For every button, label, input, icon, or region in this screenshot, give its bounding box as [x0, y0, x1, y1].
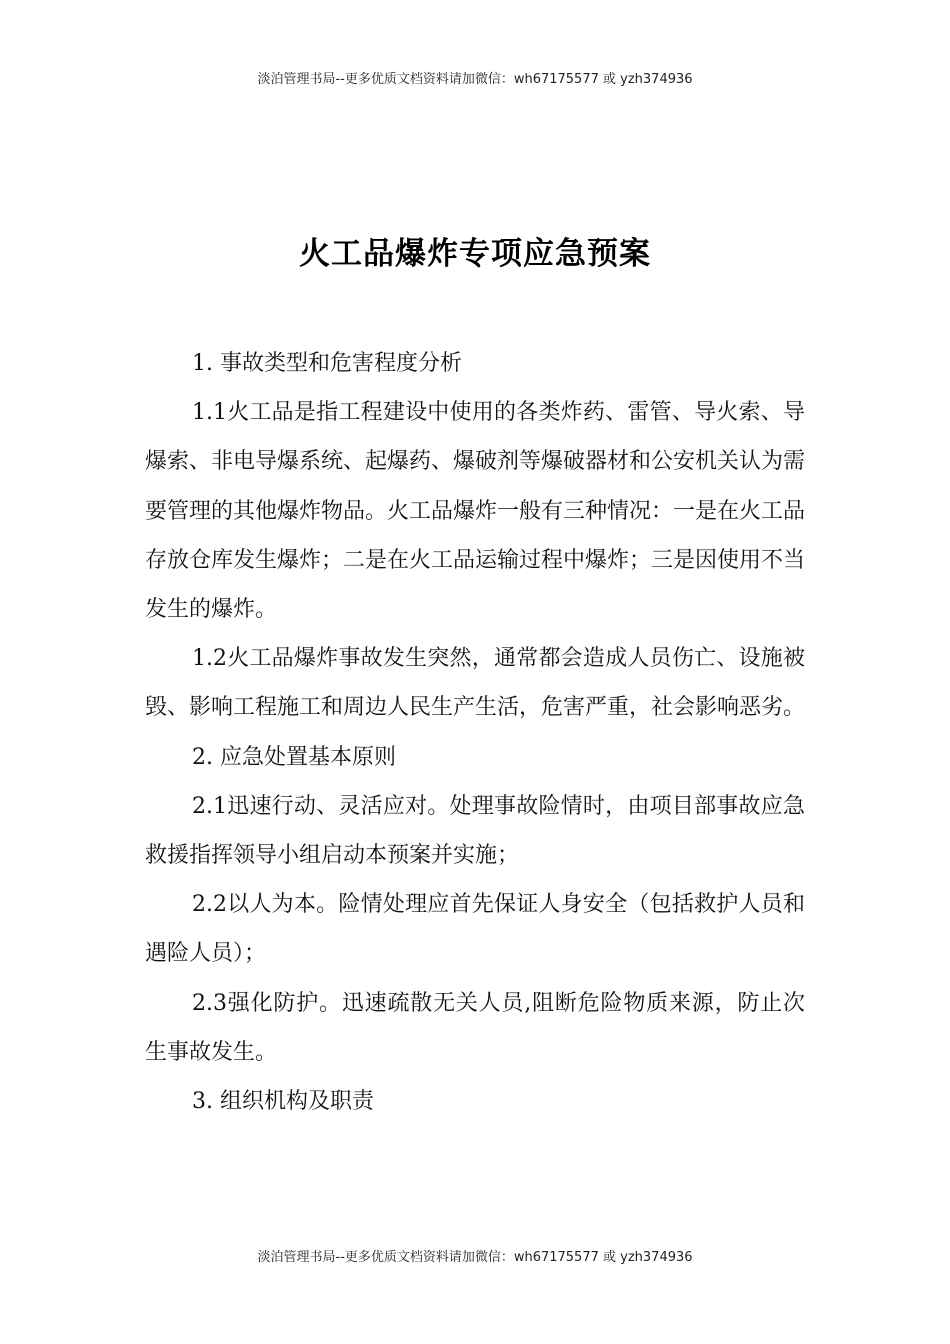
section-heading-2: 2. 应急处置基本原则 — [192, 744, 396, 770]
document-title: 火工品爆炸专项应急预案 — [299, 236, 651, 272]
page-footer: 淡泊管理书局--更多优质文档资料请加微信：wh67175577 或 yzh374936 — [257, 1250, 693, 1265]
section-heading-1: 1. 事故类型和危害程度分析 — [192, 351, 462, 376]
paragraph-2-2: 2.2以人为本。险情处理应首先保证人身安全（包括救护人员和遇险人员）； — [145, 892, 805, 967]
paragraph-1-1: 1.1火工品是指工程建设中使用的各类炸药、雷管、导火索、导爆索、非电导爆系统、起爆药、爆破剂等爆破器材和公安机关认为需要管理的其他爆炸物品。火工品爆炸一般有三种情况：一是在火工品存放仓库发生爆炸；二是在火工品运输过程中爆炸；三是因使用不当发生的爆炸。 — [145, 400, 806, 623]
paragraph-1-2: 1.2火工品爆炸事故发生突然，通常都会造成人员伤亡、设施被毁、影响工程施工和周边人民生产生活，危害严重，社会影响恶劣。 — [145, 646, 806, 721]
section-heading-3: 3. 组织机构及职责 — [192, 1089, 374, 1115]
paragraph-2-3: 2.3强化防护。迅速疏散无关人员,阻断危险物质来源，防止次生事故发生。 — [145, 990, 805, 1065]
page-header: 淡泊管理书局--更多优质文档资料请加微信：wh67175577 或 yzh374936 — [257, 72, 693, 87]
document-body — [145, 339, 805, 1126]
paragraph-2-1: 2.1迅速行动、灵活应对。处理事故险情时，由项目部事故应急救援指挥领导小组启动本预案并实施； — [145, 793, 805, 869]
